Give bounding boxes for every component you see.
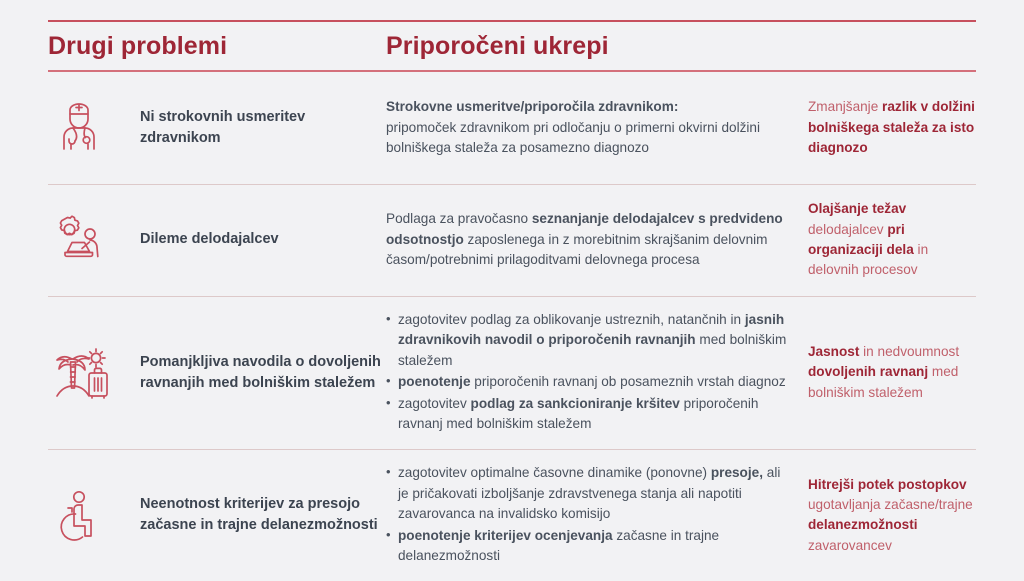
header-row (48, 22, 976, 70)
table-row (48, 449, 976, 581)
outcome-segment: ugotavljanja začasne/trajne (808, 496, 973, 512)
measure-text (386, 209, 808, 270)
bullet-segment-strong: podlag za sankcioniranje kršitev (470, 395, 680, 411)
header-cell-problems (48, 32, 386, 61)
list-item (386, 394, 794, 435)
outcome-segment: med bolniškim staležem (808, 364, 959, 400)
bullet-segment: priporočenih ravnanj ob posameznih vrstah diagnoz (470, 374, 786, 390)
problem-label: Neenotnost kriterijev za presojo začasne in trajne delanezmožnosti (140, 496, 378, 534)
measure-detail: pripomoček zdravnikom pri odločanju o primerni okvirni dolžini bolniškega staleža za posamezno diagnozo (386, 119, 760, 156)
bullet-segment: ali je pričakovati izboljšanje zdravstvenega stanja ali napotiti zavarovanca na invalidsko komisijo (398, 465, 781, 522)
table-body (48, 72, 976, 581)
bullet-segment-strong: jasnih zdravnikovih navodil o priporočenih ravnanjih (398, 312, 785, 348)
measure-line (386, 118, 794, 159)
outcome-segment-strong: dovoljenih ravnanj (808, 364, 929, 380)
outcome-text (808, 97, 976, 158)
row-icon-cell (48, 484, 140, 546)
problem-label: Ni strokovnih usmeritev zdravnikom (140, 108, 306, 146)
table-row (48, 296, 976, 449)
list-item (386, 463, 794, 524)
outcome-segment: delodajalcev (808, 221, 888, 237)
measure-text (386, 97, 808, 158)
bullet-segment: začasne in trajne delanezmožnosti (398, 527, 720, 563)
measure-segment-strong: seznanjanje delodajalcev s predvideno odsotnostjo (386, 211, 783, 247)
outcome-segment: in nedvoumnost (859, 344, 960, 360)
palm-tree-sun-suitcase-icon (48, 340, 114, 406)
outcome-segment: zavarovancev (808, 537, 892, 553)
table-row (48, 72, 976, 184)
outcome-segment: in delovnih procesov (808, 242, 929, 278)
bullet-segment: zagotovitev optimalne časovne dinamike (ponovne) (398, 465, 711, 481)
bullet-segment: priporočenih ravnanj med bolniškim staležem (398, 395, 759, 431)
bullet-segment-strong: presoje, (710, 465, 763, 481)
table-row (48, 184, 976, 296)
measure-segment: zaposlenega in z morebitnim skrajšanim delovnim časom/potrebnimi prilagoditvami delovnega procesa (386, 231, 768, 268)
outcome-segment-strong: Hitrejši potek postopkov (808, 476, 967, 492)
outcome-segment-strong: Olajšanje težav (808, 201, 907, 217)
problem-label: Dileme delodajalcev (140, 231, 279, 248)
bullet-segment-strong: poenotenje kriterijev ocenjevanja (398, 527, 613, 543)
outcome-text (808, 475, 976, 557)
column-title-measures: Priporočeni ukrepi (386, 31, 609, 60)
outcome-text (808, 342, 976, 403)
row-icon-cell (48, 97, 140, 159)
wheelchair-accessibility-icon (48, 484, 110, 546)
outcome-segment-strong: delanezmožnosti (808, 517, 918, 533)
bullet-segment: med bolniškim staležem (398, 332, 787, 368)
problem-label: Pomanjkljiva navodila o dovoljenih ravnanjih med bolniškim staležem (140, 353, 381, 391)
column-title-problems: Drugi problemi (48, 31, 228, 60)
outcome-text (808, 199, 976, 281)
row-icon-cell (48, 209, 140, 271)
measure-line (386, 97, 794, 117)
measure-text (386, 310, 808, 435)
doctor-icon (48, 97, 110, 159)
gear-person-laptop-icon (48, 209, 110, 271)
outcome-segment-strong: razlik v dolžini bolniškega staleža za isto diagnozo (808, 99, 975, 156)
row-icon-cell (48, 340, 140, 406)
measure-bullet-list (386, 463, 794, 566)
list-item (386, 372, 794, 392)
list-item (386, 310, 794, 371)
list-item (386, 526, 794, 567)
outcome-segment: Zmanjšanje (808, 99, 883, 115)
bullet-segment: zagotovitev (398, 395, 471, 411)
measure-heading: Strokovne usmeritve/priporočila zdravnikom: (386, 99, 679, 115)
table-header (48, 0, 976, 72)
measure-text (386, 463, 808, 567)
outcome-segment-strong: Jasnost (808, 344, 860, 360)
measure-segment: Podlaga za pravočasno (386, 211, 532, 227)
bullet-segment-strong: poenotenje (398, 374, 471, 390)
measure-bullet-list (386, 310, 794, 434)
bullet-segment: zagotovitev podlag za oblikovanje ustreznih, natančnih in (398, 312, 745, 327)
outcome-segment-strong: pri organizaciji dela (808, 221, 914, 257)
header-cell-measures (386, 32, 976, 61)
